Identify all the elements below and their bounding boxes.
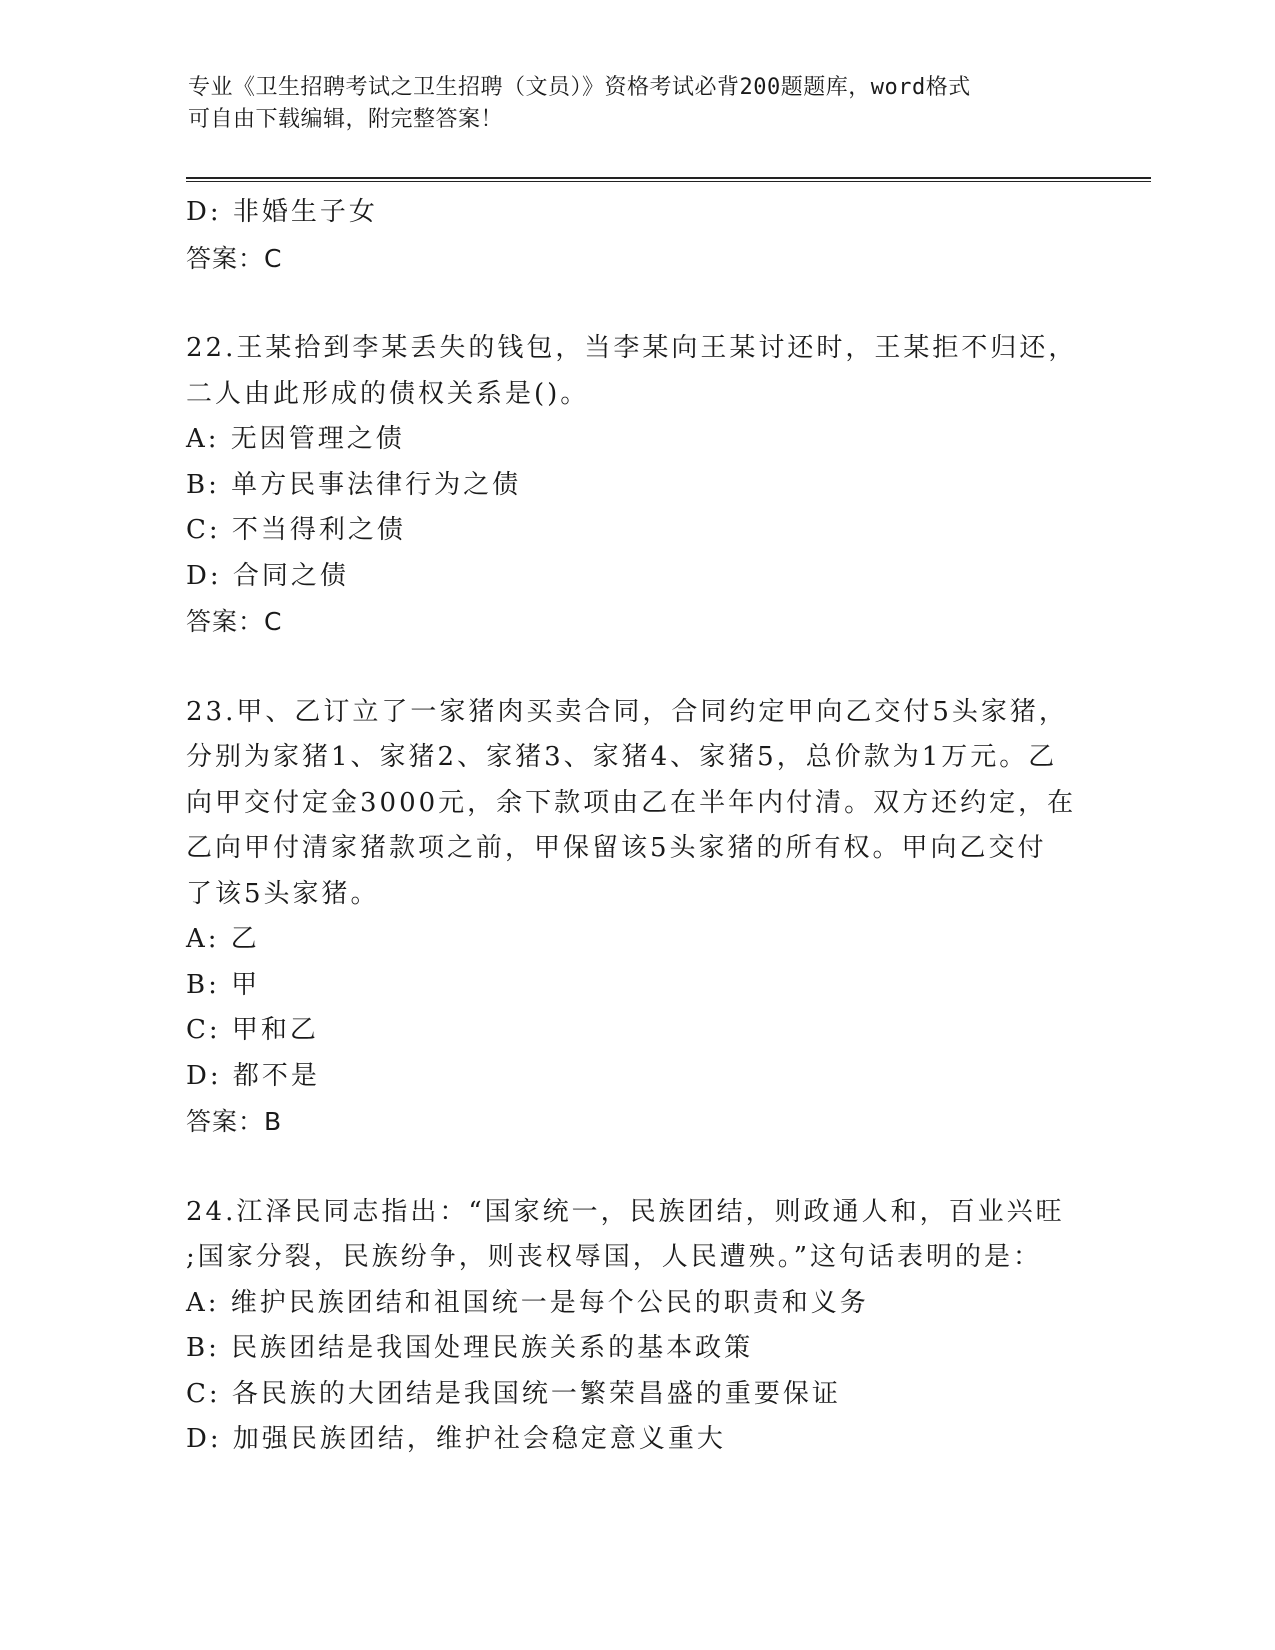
question-stem-line: 向甲交付定金3000元，余下款项由乙在半年内付清。双方还约定，在 [186, 787, 1077, 818]
question-stem-line: ;国家分裂，民族纷争，则丧权辱国，人民遭殃。”这句话表明的是： [186, 1242, 1043, 1272]
option-a: A: 无因管理之债 [186, 424, 405, 454]
option-a: A: 维护民族团结和祖国统一是每个公民的职责和义务 [186, 1287, 869, 1318]
question-24 [186, 1190, 1086, 1463]
previous-question-tail [186, 190, 1086, 281]
option-c: C: 各民族的大团结是我国统一繁荣昌盛的重要保证 [186, 1378, 841, 1409]
option-b: B: 民族团结是我国处理民族关系的基本政策 [186, 1333, 754, 1363]
header-divider [186, 177, 1151, 182]
question-stem-line: 分别为家猪1、家猪2、家猪3、家猪4、家猪5，总价款为1万元。乙 [186, 742, 1058, 772]
option-d: D: 合同之债 [186, 560, 349, 591]
question-22 [186, 326, 1086, 645]
answer-line: 答案：C [186, 243, 283, 273]
question-stem-line: 了该5头家猪。 [186, 878, 380, 909]
option-d: D: 非婚生子女 [186, 197, 378, 227]
option-b: B: 单方民事法律行为之债 [186, 469, 522, 500]
spacer [186, 1145, 1086, 1190]
question-list [186, 190, 1086, 1463]
option-d: D: 加强民族团结，维护社会稳定意义重大 [186, 1424, 726, 1454]
question-stem-line: 23.甲、乙订立了一家猪肉买卖合同，合同约定甲向乙交付5头家猪， [186, 696, 1068, 727]
header-line-2: 可自由下载编辑，附完整答案！ [188, 107, 504, 132]
header-line-1: 专业《卫生招聘考试之卫生招聘（文员）》资格考试必背200题题库，word格式 [188, 75, 971, 100]
question-23 [186, 690, 1086, 1145]
option-b: B: 甲 [186, 969, 261, 1000]
spacer [186, 281, 1086, 326]
option-c: C: 甲和乙 [186, 1015, 319, 1045]
option-d: D: 都不是 [186, 1060, 320, 1091]
question-stem-line: 22.王某拾到李某丢失的钱包，当李某向王某讨还时，王某拒不归还， [186, 333, 1078, 363]
question-stem-line: 二人由此形成的债权关系是()。 [186, 378, 590, 409]
question-stem-line: 24.江泽民同志指出：“国家统一，民族团结，则政通人和，百业兴旺 [186, 1196, 1065, 1227]
option-a: A: 乙 [186, 924, 260, 954]
option-c: C: 不当得利之债 [186, 515, 406, 545]
answer-line: 答案：C [186, 607, 283, 636]
spacer [186, 645, 1086, 690]
document-header [188, 72, 1068, 136]
answer-line: 答案：B [186, 1107, 283, 1136]
question-stem-line: 乙向甲付清家猪款项之前，甲保留该5头家猪的所有权。甲向乙交付 [186, 833, 1047, 863]
